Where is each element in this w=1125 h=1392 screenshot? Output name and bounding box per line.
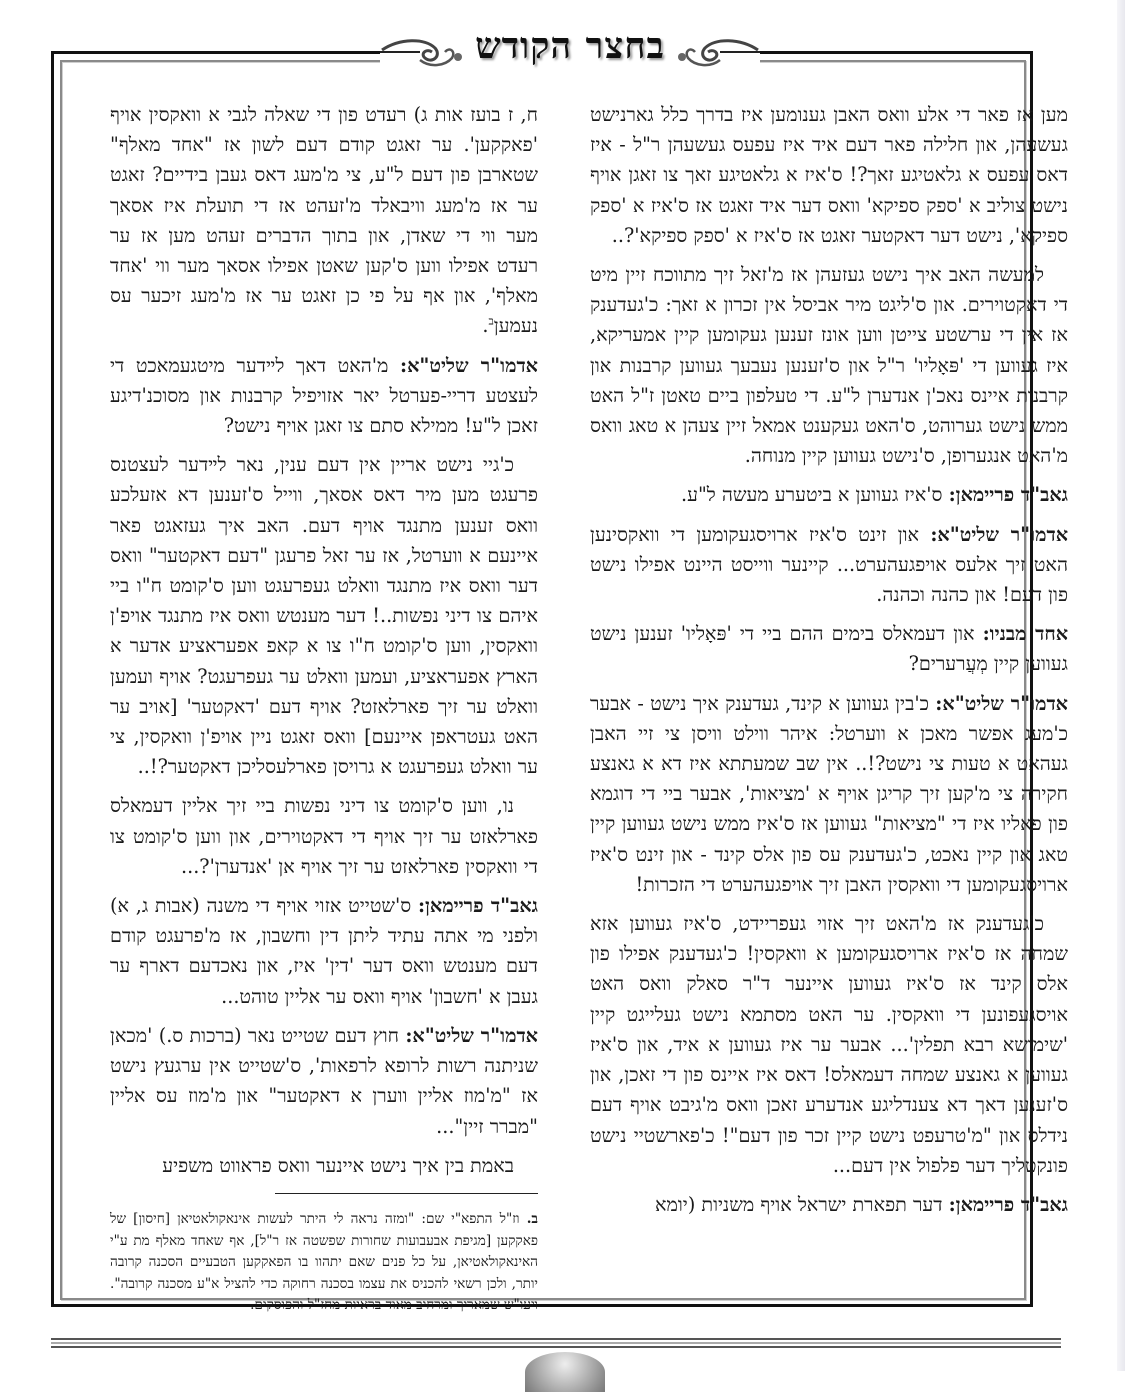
paragraph-text: כ'גיי נישט אריין אין דעם ענין, נאר לײדער לעצטנס פרעגט מען מיר דאס אסאך, ווייל ס'זענען דא אזעלכע וואס זענען מתנגד אויף דעם. האב איך געזאגט פאר איינעם א ווערטל, אז ער זאל פרעגן "דעם דאקטער" וואס דער וואס איז מתנגד וואלט געפרעגט ווען ס'קומט ח"ו ביי איהם צו דיני נפשות..! דער מענטש וואס איז מתנגד אויפ'ן וואקסין, ווען ס'קומט ח"ו צו א קאפ אפעראציע אדער א הארץ אפעראציע, ועמען וואלט ער געפרעגט? אויף ועמען וואלט ער זיך פארלאזט? אויף דעם 'דאקטער' [אויב ער האט געטראפן איינעם] וואס זאגט ניין אויפ'ן וואקסין, צי ער וואלט געפרעגט א גרויסן פארלעסליכן דאקטער?!.. bbox=[110, 453, 538, 779]
page-header-ornament bbox=[380, 20, 760, 80]
paragraph-text: ס'איז געווען א ביטערע מעשה ל"ע. bbox=[681, 483, 943, 507]
paragraph-text: און זינט ס'איז ארויסגעקומען די וואקסינען האט זיך אלעס אויפגעהערט... קיינער ווייסט היינט אפילו נישט פון דעם! און כהנה וכהנה. bbox=[590, 522, 1068, 607]
footnote-marker[interactable]: ב bbox=[488, 315, 494, 329]
speaker-label: אדמו"ר שליט"א: bbox=[400, 353, 538, 377]
bottom-ornament-icon bbox=[525, 1352, 605, 1392]
footnote-divider bbox=[275, 1193, 538, 1194]
paragraph bbox=[110, 1151, 538, 1181]
footnote-text: וז"ל התפא"י שם: "ומזה נראה לי היתר לעשות אינאקולאטיאן [חיסון] של פאקקען [מגיפת אבעבועות שחורות שפשטה אז ר"ל], אף שאחד מאלף מת ע"י האינאקולאטיאן, על כל פנים שאם יתהוו בו הפאקקען הטבעיים הסכנה קרובה יותר, ולכן רשאי להכניס את עצמו בסכנה רחוקה כדי להציל א"ע מסכנה קרובה". ויעו"ש שמאריך ומרחיב מאוד בראיות מחז"ל והפוסקים. bbox=[110, 1211, 538, 1313]
section-title: בחצר הקודש bbox=[475, 25, 665, 67]
page-border-bottom-rule bbox=[51, 1338, 1061, 1348]
paragraph bbox=[590, 520, 1068, 611]
punctuation: . bbox=[482, 314, 489, 338]
footnote bbox=[110, 1209, 538, 1317]
speaker-label: אדמו"ר שליט"א: bbox=[930, 522, 1069, 546]
paragraph-text: למעשה האב איך נישט געזעהן אז מ'זאל זיך מתווכח זיין מיט די דאקטוירים. און ס'ליגט מיר אביסל אין זכרון א זאך: כ'געדענק אז אין די ערשטע צייטן ווען אונז זענען געקומען קיין אמעריקא, איז געווען די 'פּאָליו' ר"ל און ס'זענען נעבעך געווען קרבנות און קרבנות איינס נאכ'ן אנדערן ל"ע. די טעלפון ביים טאטן ז"ל האט ממש נישט גערוהט, ס'האט געקענט אמאל זיין צעהן א טאג וואס מ'האט אנגערופן, ס'נישט געווען קיין מנוחה. bbox=[590, 263, 1068, 468]
text-column-right bbox=[590, 100, 1068, 1229]
paragraph bbox=[110, 450, 538, 782]
paragraph-text: ח, ז בועז אות ג) רעדט פון די שאלה לגבי א וואקסין אויף 'פאקקען'. ער זאגט קודם דעם לשון אז "אחד מאלף" שטארבן פון דעם ל"ע, צי מ'מעג דאס געבן בידיים? זאגט ער אז מ'מעג וויבאלד מ'זעהט אז די תועלת איז אסאך מער ווי די שאדן, און בתוך הדברים זעהט מען אז ער רעדט אפילו ווען ס'קען שאטן אפילו אסאך מער ווי 'אחד מאלף', און אף על פי כן זאגט ער אז מ'מעג זיכער עס נעמען bbox=[110, 103, 538, 338]
paragraph bbox=[590, 619, 1068, 679]
paragraph-text: מען אז פאר די אלע וואס האבן גענומען איז בדרך כלל גארנישט געשעהן, און חלילה פאר דעם איד איז עפעס געשעהן ר"ל - איז דאס עפעס א גלאטיגע זאך?! ס'איז א גלאטיגע זאך צו זאגן אויף נישט צוליב א 'ספק ספיקא' וואס דער איד זאגט אז ס'איז א 'ספק ספיקא', נישט דער דאקטער זאגט אז ס'איז א 'ספק ספיקא'?.. bbox=[590, 103, 1068, 247]
speaker-label: גאב"ד פריימאן: bbox=[948, 483, 1068, 507]
paragraph bbox=[590, 1190, 1068, 1220]
paragraph-text: ס'שטייט אזוי אויף די משנה (אבות ג, א) ולפני מי אתה עתיד ליתן דין וחשבון, אז מ'פרעגט קודם דעם מענטש וואס דער 'דין' איז, און נאכדעם דארף ער געבן א 'חשבון' אויף וואס ער אליין טוהט... bbox=[110, 894, 538, 1008]
speaker-label: אדמו"ר שליט"א: bbox=[935, 691, 1068, 715]
paragraph bbox=[590, 689, 1068, 900]
paragraph bbox=[590, 480, 1068, 510]
speaker-label: גאב"ד פריימאן: bbox=[417, 894, 538, 918]
speaker-label: גאב"ד פריימאן: bbox=[948, 1192, 1068, 1216]
paragraph-text: דער תפארת ישראל אויף משניות (יומא bbox=[654, 1192, 943, 1216]
paragraph bbox=[110, 100, 538, 342]
paragraph bbox=[110, 791, 538, 882]
paragraph bbox=[590, 100, 1068, 251]
paragraph-text: און דעמאלס בימים ההם ביי די 'פּאָליו' זענען נישט געווען קיין מְעֲרערים? bbox=[590, 622, 1068, 676]
paragraph-text: חוץ דעם שטייט נאר (ברכות ס.) 'מכאן שניתנה רשות לרופא לרפאות', ס'שטייט אין ערגעץ נישט אז "מ'מוז אליין ווערן א דאקטער" און מ'מוז עס אליין "מברר זיין"... bbox=[110, 1023, 538, 1138]
paragraph-text: כ'בין געווען א קינד, געדענק איך נישט - אבער כ'מעג אפשר מאכן א ווערטל: איהר ווילט וויסן צי זיי האבן געהאט א טעות צי נישט?!.. אין שב שמעתתא איז דא א גאנצע חקירה צי מ'קען זיך קריגן אויף א 'מציאות', אבער ביי די דוגמא פון פאליו איז די "מציאות" געווען אז ס'איז ממש נישט געווען קיין טאג און קיין נאכט, כ'געדענק עס פון אלס קינד - און זינט ס'איז ארויסגעקומען די וואקסין האבן זיך אויפגעהערט די הזכרות! bbox=[590, 691, 1068, 896]
paragraph bbox=[110, 1021, 538, 1142]
paragraph bbox=[590, 909, 1068, 1181]
footnote-label: ב. bbox=[526, 1211, 538, 1227]
paragraph bbox=[590, 260, 1068, 471]
paragraph-text: כ'געדענק אז מ'האט זיך אזוי געפריידט, ס'איז געווען אזא שמחה אז ס'איז ארויסגעקומען א וואקסין! כ'געדענק אפילו פון אלס קינד אז ס'איז געווען איינער ד"ר סאלק וואס האט אויסגעפונען די וואקסין. ער האט מסתמא נישט געלייגט קיין 'שימושא רבא תפלין'... אבער ער איז געווען א איד, און ס'איז געווען א גאנצע שמחה דעמאלס! דאס איז איינס פון די זאכן, און ס'זענען דאך דא צענדליגע אנדערע זאכן וואס מ'גיבט אויף דעם נידלס און "מ'טרעפט נישט קיין זכר פון דעם"! כ'פארשטיי נישט פונקטליך דער פלפול אין דעם... bbox=[590, 912, 1068, 1177]
paragraph bbox=[110, 891, 538, 1012]
paragraph-text: נו, ווען ס'קומט צו דיני נפשות ביי זיך אליין דעמאלס פארלאזט ער זיך אויף די דאקטוירים, און ווען ס'קומט צו די וואקסין פארלאזט ער זיך אויף אן 'אנדערן'?... bbox=[110, 794, 538, 878]
paragraph-text: מ'האט דאך לײדער מיטגעמאכט די לעצטע דריי-פערטל יאר אזויפיל קרבנות און מסוכנ'דיגע זאכן ל"ע! ממילא סתם צו זאגן אויף נישט? bbox=[110, 353, 538, 438]
paragraph-text: באמת בין איך נישט איינער וואס פראווט משפיע bbox=[162, 1153, 514, 1177]
page-edge bbox=[1117, 0, 1125, 1371]
text-column-left bbox=[110, 100, 538, 1190]
speaker-label: אחד מבניו: bbox=[982, 622, 1069, 646]
flourish-left-icon bbox=[380, 30, 465, 70]
paragraph bbox=[110, 351, 538, 442]
speaker-label: אדמו"ר שליט"א: bbox=[405, 1023, 538, 1047]
flourish-right-icon bbox=[675, 30, 760, 70]
